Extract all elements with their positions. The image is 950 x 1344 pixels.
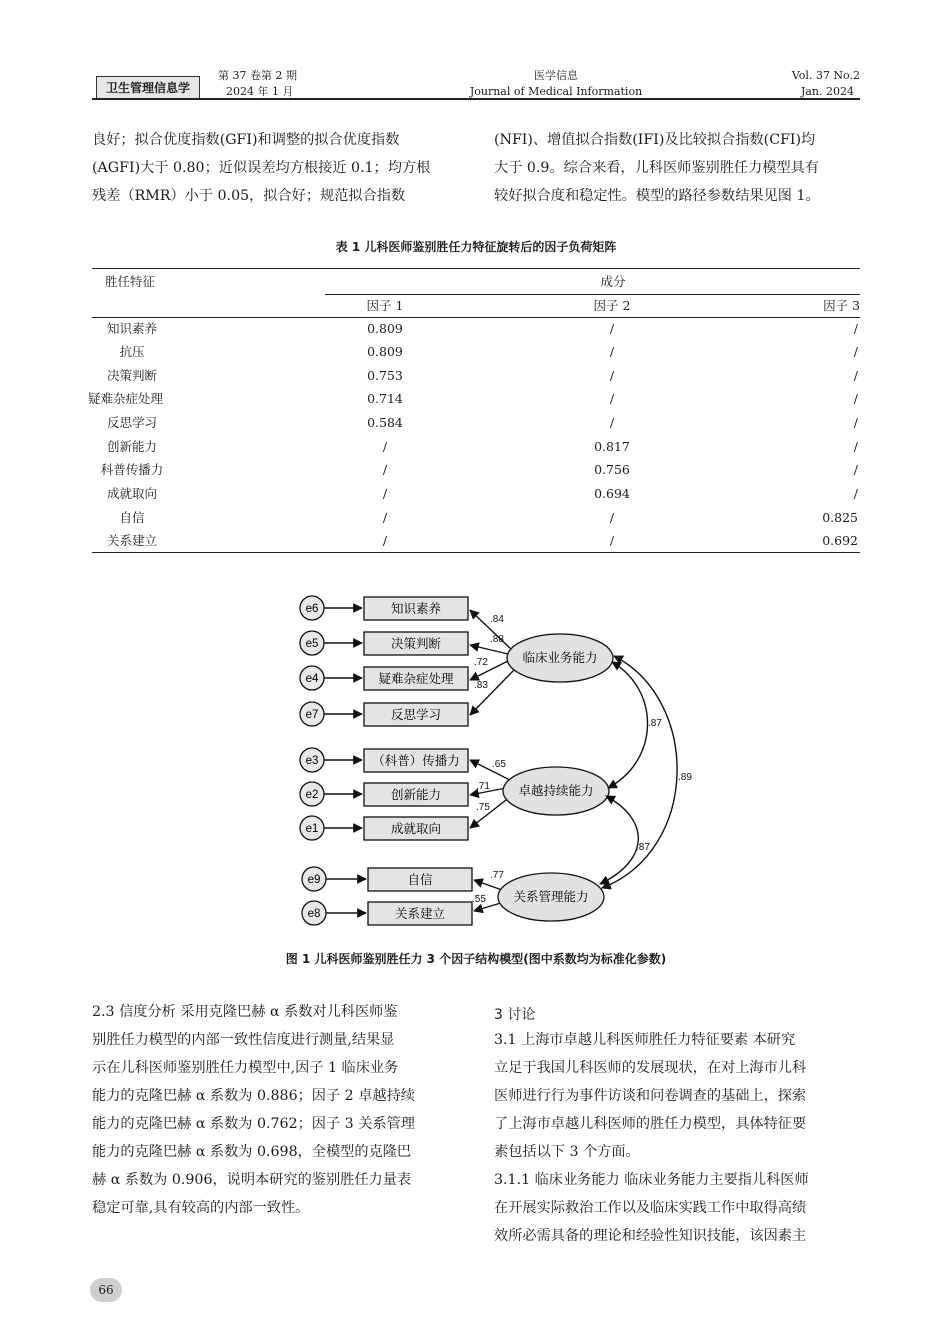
loading-value: .75 — [476, 802, 490, 813]
correlation-value: .89 — [678, 772, 692, 783]
text-line: 良好；拟合优度指数(GFI)和调整的拟合优度指数 — [92, 132, 400, 148]
loading-value: .71 — [476, 781, 490, 792]
table-cell: / — [609, 344, 615, 359]
correlation-values — [636, 718, 692, 853]
observed-label: 反思学习 — [390, 708, 442, 722]
observed-label: （科普）传播力 — [372, 754, 460, 768]
table-cell: / — [382, 486, 388, 501]
latent-factor — [498, 873, 604, 921]
error-term — [300, 748, 324, 772]
volume-en: Vol. 37 No.2 — [791, 69, 860, 82]
text-line: 别胜任力模型的内部一致性信度进行测量,结果显 — [92, 1032, 395, 1048]
error-term — [300, 596, 324, 620]
observed-variable — [368, 902, 472, 925]
observed-variable — [364, 817, 468, 840]
text-line: 素包括以下 3 个方面。 — [494, 1144, 640, 1160]
text-line: 3.1 上海市卓越儿科医师胜任力特征要素 本研究 — [494, 1032, 796, 1048]
table-cell: / — [853, 368, 858, 383]
observed-variable — [364, 749, 468, 772]
loading-value: .72 — [474, 657, 488, 668]
table-cell: 0.809 — [367, 344, 403, 359]
error-label: e4 — [305, 673, 319, 685]
table-cell: / — [382, 533, 388, 548]
table-cell: / — [609, 368, 615, 383]
table-cell: / — [853, 439, 858, 454]
error-label: e6 — [305, 603, 319, 615]
table-factor-header: 因子 1 — [366, 298, 404, 313]
text-line: 立足于我国儿科医师的发展现状，在对上海市儿科 — [494, 1060, 807, 1076]
row-label: 疑难杂症处理 — [88, 391, 164, 406]
loading-value: .55 — [472, 894, 486, 905]
latent-label: 卓越持续能力 — [518, 784, 594, 798]
section-2-3 — [92, 998, 462, 1222]
table-cell: / — [853, 462, 858, 477]
table-col-header: 胜任特征 — [105, 274, 156, 289]
text-line: 能力的克隆巴赫 α 系数为 0.762；因子 3 关系管理 — [92, 1116, 415, 1132]
text-line: 效所必需具备的理论和经验性知识技能，该因素主 — [494, 1228, 807, 1244]
row-label: 反思学习 — [106, 415, 157, 430]
table-cell: 0.714 — [367, 391, 403, 406]
observed-label: 决策判断 — [390, 637, 442, 651]
error-term — [300, 816, 324, 840]
table-cell: / — [609, 415, 615, 430]
error-label: e1 — [305, 823, 319, 835]
observed-label: 创新能力 — [390, 788, 442, 802]
text-line: 2.3 信度分析 采用克隆巴赫 α 系数对儿科医师鉴 — [92, 1004, 398, 1020]
loading-value: .84 — [490, 614, 504, 625]
row-label: 抗压 — [119, 344, 145, 359]
table-cell: / — [609, 533, 615, 548]
error-arrows — [324, 608, 366, 913]
covariance-arrows — [600, 656, 677, 888]
table-cell: / — [853, 486, 858, 501]
observed-variable — [364, 597, 468, 620]
text-line: 残差（RMR）小于 0.05，拟合好；规范拟合指数 — [92, 188, 406, 204]
table-cell: 0.825 — [822, 510, 858, 525]
latent-factor — [503, 767, 609, 815]
table-cell: 0.753 — [367, 368, 403, 383]
error-term — [302, 867, 326, 891]
table-cell: / — [853, 321, 858, 336]
page-number: 66 — [90, 1278, 122, 1302]
error-term — [300, 631, 324, 655]
observed-label: 关系建立 — [394, 907, 446, 921]
loading-value: .83 — [474, 680, 488, 691]
journal-name-en: Journal of Medical Information — [469, 85, 643, 98]
observed-variable — [368, 868, 472, 891]
text-line: 大于 0.9。综合来看，儿科医师鉴别胜任力模型具有 — [494, 160, 820, 176]
text-line: 稳定可靠,具有较高的内部一致性。 — [92, 1200, 310, 1216]
row-label: 决策判断 — [106, 368, 157, 383]
error-label: e8 — [307, 908, 321, 920]
text-line: (AGFI)大于 0.80；近似误差均方根接近 0.1；均方根 — [92, 160, 431, 176]
error-label: e9 — [307, 874, 321, 886]
row-label: 自信 — [119, 510, 145, 525]
error-label: e3 — [305, 755, 319, 767]
table-cell: 0.756 — [594, 462, 630, 477]
journal-section-tag: 卫生管理信息学 — [96, 76, 200, 100]
loading-values — [472, 614, 506, 905]
issue-cn: 第 37 卷第 2 期 — [218, 69, 297, 82]
error-term — [300, 702, 324, 726]
observed-label: 疑难杂症处理 — [378, 672, 454, 686]
text-line: 医师进行行为事件访谈和问卷调查的基础上，探索 — [494, 1088, 807, 1104]
table-cell: / — [609, 391, 615, 406]
row-label: 成就取向 — [106, 486, 157, 501]
latent-factors — [498, 634, 613, 921]
loading-value: .65 — [492, 759, 506, 770]
journal-name-cn: 医学信息 — [534, 69, 578, 82]
observed-variable — [364, 632, 468, 655]
loading-value: .88 — [490, 634, 504, 645]
text-line: 示在儿科医师鉴别胜任力模型中,因子 1 临床业务 — [92, 1060, 399, 1076]
error-term — [300, 782, 324, 806]
figure-caption: 图 1 儿科医师鉴别胜任力 3 个因子结构模型(图中系数均为标准化参数) — [285, 952, 667, 966]
observed-variables — [364, 597, 472, 925]
observed-variable — [364, 667, 468, 690]
table-cell: / — [853, 344, 858, 359]
loading-value: .77 — [490, 870, 504, 881]
latent-factor — [507, 634, 613, 682]
latent-label: 临床业务能力 — [522, 651, 598, 665]
error-term — [302, 901, 326, 925]
date-cn: 2024 年 1 月 — [226, 85, 294, 98]
observed-label: 成就取向 — [390, 822, 442, 836]
table-cell: / — [853, 391, 858, 406]
table-cell: / — [853, 415, 858, 430]
error-terms — [300, 596, 326, 925]
latent-label: 关系管理能力 — [513, 890, 589, 904]
text-line: 赫 α 系数为 0.906，说明本研究的鉴别胜任力量表 — [92, 1172, 412, 1188]
table-cell: / — [609, 321, 615, 336]
table-title: 表 1 儿科医师鉴别胜任力特征旋转后的因子负荷矩阵 — [335, 240, 617, 254]
table-cell: / — [609, 510, 615, 525]
text-line: 了上海市卓越儿科医师的胜任力模型，具体特征要 — [494, 1116, 807, 1132]
text-line: 能力的克隆巴赫 α 系数为 0.698，全模型的克隆巴 — [92, 1144, 412, 1160]
table-cell: 0.694 — [594, 486, 630, 501]
table-cell: 0.809 — [367, 321, 403, 336]
section-heading: 3 讨论 — [494, 1007, 536, 1023]
error-label: e7 — [305, 709, 319, 721]
row-label: 科普传播力 — [100, 462, 164, 477]
section-3 — [494, 1026, 862, 1250]
table-cell: / — [382, 462, 388, 477]
observed-label: 知识素养 — [390, 602, 442, 616]
table-cell: / — [382, 439, 388, 454]
observed-variable — [364, 783, 468, 806]
table-cell: 0.817 — [594, 439, 630, 454]
text-line: 能力的克隆巴赫 α 系数为 0.886；因子 2 卓越持续 — [92, 1088, 415, 1104]
table-cell: / — [382, 510, 388, 525]
text-line: (NFI)、增值拟合指数(IFI)及比较拟合指数(CFI)均 — [494, 132, 816, 148]
error-term — [300, 666, 324, 690]
text-line: 在开展实际救治工作以及临床实践工作中取得高绩 — [494, 1200, 807, 1216]
text-line: 3.1.1 临床业务能力 临床业务能力主要指儿科医师 — [494, 1172, 809, 1188]
table-factor-header: 因子 3 — [823, 298, 860, 313]
table-cell: 0.692 — [822, 533, 858, 548]
error-label: e2 — [305, 789, 319, 801]
text-line: 较好拟合度和稳定性。模型的路径参数结果见图 1。 — [494, 188, 820, 204]
error-label: e5 — [305, 638, 319, 650]
observed-variable — [364, 703, 468, 726]
row-label: 关系建立 — [106, 533, 157, 548]
table-factor-header: 因子 2 — [593, 298, 631, 313]
correlation-value: .87 — [636, 842, 650, 853]
correlation-value: .87 — [648, 718, 662, 729]
row-label: 知识素养 — [106, 321, 157, 336]
observed-label: 自信 — [407, 873, 433, 887]
date-en: Jan. 2024 — [800, 85, 854, 98]
table-cell: 0.584 — [367, 415, 403, 430]
row-label: 创新能力 — [106, 439, 157, 454]
table-group-header: 成分 — [600, 274, 626, 289]
